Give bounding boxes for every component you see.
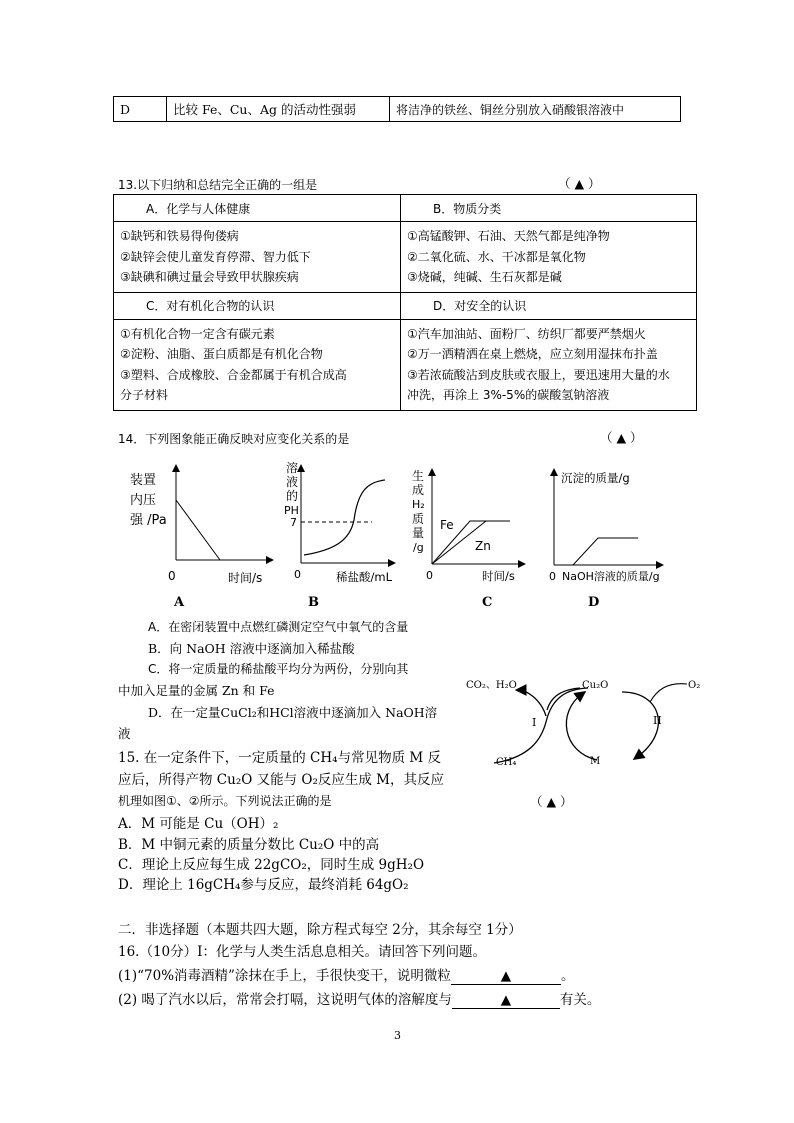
graph-b bbox=[284, 460, 393, 610]
q13-a-head: A．化学与人体健康 bbox=[114, 195, 401, 222]
q14-option-c-cont: 中加入足量的金属 Zn 和 Fe bbox=[118, 683, 275, 698]
q13-b-line: ①高锰酸钾、石油、天然气都是纯净物 bbox=[407, 229, 610, 243]
graph-d bbox=[549, 471, 660, 610]
reaction-cycle-diagram bbox=[462, 672, 720, 772]
q13-c-line: 分子材料 bbox=[120, 388, 169, 402]
q16-part2-end: 有关。 bbox=[559, 992, 601, 1008]
graph-b-ylabel: 溶 bbox=[286, 461, 299, 475]
q15-option-b: B．M 中铜元素的质量分数比 Cu₂O 中的高 bbox=[118, 837, 380, 853]
q13-c-line: ①有机化合物一定含有碳元素 bbox=[120, 326, 275, 341]
q13-c-body bbox=[114, 319, 401, 410]
q14-option-d-cont: 液 bbox=[118, 726, 131, 741]
page-number: 3 bbox=[394, 1029, 401, 1042]
cycle-m: M bbox=[590, 756, 601, 767]
cycle-step-1: I bbox=[532, 716, 537, 729]
graph-b-xlabel: 稀盐酸/mL bbox=[336, 570, 392, 584]
q13-b-body bbox=[401, 222, 697, 293]
cycle-cu2o: Cu₂O bbox=[582, 680, 609, 691]
q15-stem-line: 应后，所得产物 Cu₂O 又能与 O₂反应生成 M，其反应 bbox=[118, 772, 444, 788]
graph-c-ylabel: H₂ bbox=[412, 498, 425, 511]
q16-part1 bbox=[118, 964, 574, 985]
q13-stem: 13.以下归纳和总结完全正确的一组是 bbox=[118, 178, 318, 192]
q15-stem-line: 机理如图①、②所示。下列说法正确的是 bbox=[118, 794, 332, 808]
q16-part1-end: 。 bbox=[560, 968, 575, 984]
q14-option-a: A．在密闭装置中点燃红磷测定空气中氧气的含量 bbox=[148, 620, 409, 634]
q13-a-line: ①缺钙和铁易得佝偻病 bbox=[120, 229, 239, 243]
q13-a-line: ②缺锌会使儿童发育停滞、智力低下 bbox=[120, 249, 311, 264]
graph-a-origin: 0 bbox=[168, 569, 176, 583]
top-row-letter: D bbox=[114, 97, 167, 122]
q15-option-c: C．理论上反应每生成 22gCO₂，同时生成 9gH₂O bbox=[118, 857, 425, 873]
top-table bbox=[113, 96, 681, 122]
graph-a bbox=[130, 468, 270, 610]
graph-b-curve bbox=[304, 480, 385, 555]
q14-answer: （ ▲ ） bbox=[600, 430, 643, 445]
q16-part2-blank[interactable]: ▲ bbox=[452, 993, 560, 1009]
graph-b-ylabel: 液 bbox=[286, 475, 299, 489]
q13-d-head: D．对安全的认识 bbox=[401, 292, 697, 319]
q16-part2 bbox=[118, 988, 600, 1009]
graph-b-ylabel: 的 bbox=[286, 489, 299, 503]
q13-d-body bbox=[401, 319, 697, 410]
q16-part2-text: (2) 喝了汽水以后，常常会打嗝，这说明气体的溶解度与 bbox=[118, 992, 452, 1008]
graph-a-ylabel: 内压 bbox=[130, 493, 157, 508]
q13-d-line: 冲洗，再涂上 3%-5%的碳酸氢钠溶液 bbox=[407, 388, 610, 402]
graph-a-ylabel: 强 /Pa bbox=[130, 513, 167, 528]
q14-graphs bbox=[110, 460, 690, 612]
graph-c-xlabel: 时间/s bbox=[482, 569, 515, 583]
graph-c-ylabel: 量 bbox=[412, 526, 425, 540]
q13-d-line: ③若浓硫酸沾到皮肤或衣服上，要迅速用大量的水 bbox=[407, 367, 670, 382]
cycle-arc-1 bbox=[494, 688, 588, 763]
cycle-ch4: CH₄ bbox=[496, 757, 517, 768]
q14-option-d: D．在一定量CuCl₂和HCl溶液中逐滴加入 NaOH溶 bbox=[148, 705, 438, 720]
graph-b-tick: 7 bbox=[290, 516, 297, 529]
top-row-topic: 比较 Fe、Cu、Ag 的活动性强弱 bbox=[167, 97, 390, 122]
q14-stem: 14．下列图象能正确反映对应变化关系的是 bbox=[118, 432, 350, 446]
q13-a-line: ③缺碘和碘过量会导致甲状腺疾病 bbox=[120, 270, 299, 284]
q16-part1-text: (1)“70%消毒酒精”涂抹在手上，手很快变干，说明微粒 bbox=[118, 968, 451, 984]
graph-a-curve bbox=[176, 500, 220, 560]
q13-table bbox=[113, 194, 697, 411]
cycle-arrow-to-cu2o bbox=[566, 694, 597, 760]
top-row-method: 将洁净的铁丝、铜丝分别放入硝酸银溶液中 bbox=[390, 97, 681, 122]
graph-d-letter: D bbox=[588, 595, 600, 610]
q14-option-b: B．向 NaOH 溶液中逐滴加入稀盐酸 bbox=[148, 641, 355, 656]
graph-c-origin: 0 bbox=[426, 569, 433, 582]
graph-c-fe-label: Fe bbox=[440, 518, 454, 532]
q15-answer: （ ▲ ） bbox=[530, 794, 573, 809]
q15-option-a: A．M 可能是 Cu（OH）₂ bbox=[118, 816, 279, 832]
q13-d-line: ②万一洒精洒在桌上燃烧，应立刻用湿抹布扑盖 bbox=[407, 347, 658, 361]
q13-answer: （ ▲ ） bbox=[558, 176, 601, 191]
cycle-o2: O₂ bbox=[688, 680, 701, 691]
graph-d-xlabel: NaOH溶液的质量/g bbox=[562, 570, 660, 583]
q13-b-line: ③烧碱，纯碱、生石灰都是碱 bbox=[407, 270, 562, 284]
graph-a-letter: A bbox=[174, 595, 185, 610]
q14-option-c: C．将一定质量的稀盐酸平均分为两份，分别向其 bbox=[148, 662, 409, 676]
graph-b-origin: 0 bbox=[294, 568, 301, 581]
graph-c-zn-label: Zn bbox=[475, 539, 491, 553]
cycle-products: CO₂、H₂O bbox=[466, 680, 517, 691]
q16-part1-blank[interactable]: ▲ bbox=[451, 969, 561, 985]
graph-b-ylabel: PH bbox=[284, 504, 299, 517]
part2-heading: 二．非选择题（本题共四大题，除方程式每空 2分，其余每空 1分） bbox=[118, 922, 522, 938]
q16-intro: 16.（10分）I：化学与人类生活息息相关。请回答下列问题。 bbox=[118, 944, 486, 960]
graph-d-origin: 0 bbox=[549, 570, 556, 583]
q13-b-head: B．物质分类 bbox=[401, 195, 697, 222]
graph-c-ylabel: 成 bbox=[412, 483, 425, 497]
q15-stem-line: 15. 在一定条件下，一定质量的 CH₄与常见物质 M 反 bbox=[118, 750, 441, 766]
q13-b-line: ②二氧化硫、水、干冰都是氧化物 bbox=[407, 249, 586, 264]
graph-c-ylabel: 质 bbox=[412, 512, 425, 526]
graph-a-ylabel: 装置 bbox=[130, 473, 157, 488]
q13-a-body bbox=[114, 222, 401, 293]
cycle-o2-line bbox=[650, 684, 687, 702]
q13-d-line: ①汽车加油站、面粉厂、纺织厂都要严禁烟火 bbox=[407, 326, 646, 341]
q13-c-line: ②淀粉、油脂、蛋白质都是有机化合物 bbox=[120, 347, 323, 361]
graph-d-curve bbox=[554, 538, 638, 565]
cycle-step-2: II bbox=[653, 714, 662, 727]
graph-c bbox=[412, 468, 522, 610]
graph-c-ylabel: 生 bbox=[412, 469, 425, 483]
q13-c-line: ③塑料、合成橡胶、合金都属于有机合成高 bbox=[120, 367, 347, 382]
cycle-arrow-to-products bbox=[520, 690, 546, 716]
q13-c-head: C．对有机化合物的认识 bbox=[114, 292, 401, 319]
q15-option-d: D．理论上 16gCH₄参与反应，最终消耗 64gO₂ bbox=[118, 877, 409, 893]
graph-d-ylabel: 沉淀的质量/g bbox=[561, 471, 630, 485]
graph-a-xlabel: 时间/s bbox=[228, 571, 263, 585]
graph-c-letter: C bbox=[482, 595, 493, 610]
graph-c-ylabel: /g bbox=[413, 541, 424, 554]
graph-b-letter: B bbox=[308, 595, 319, 610]
